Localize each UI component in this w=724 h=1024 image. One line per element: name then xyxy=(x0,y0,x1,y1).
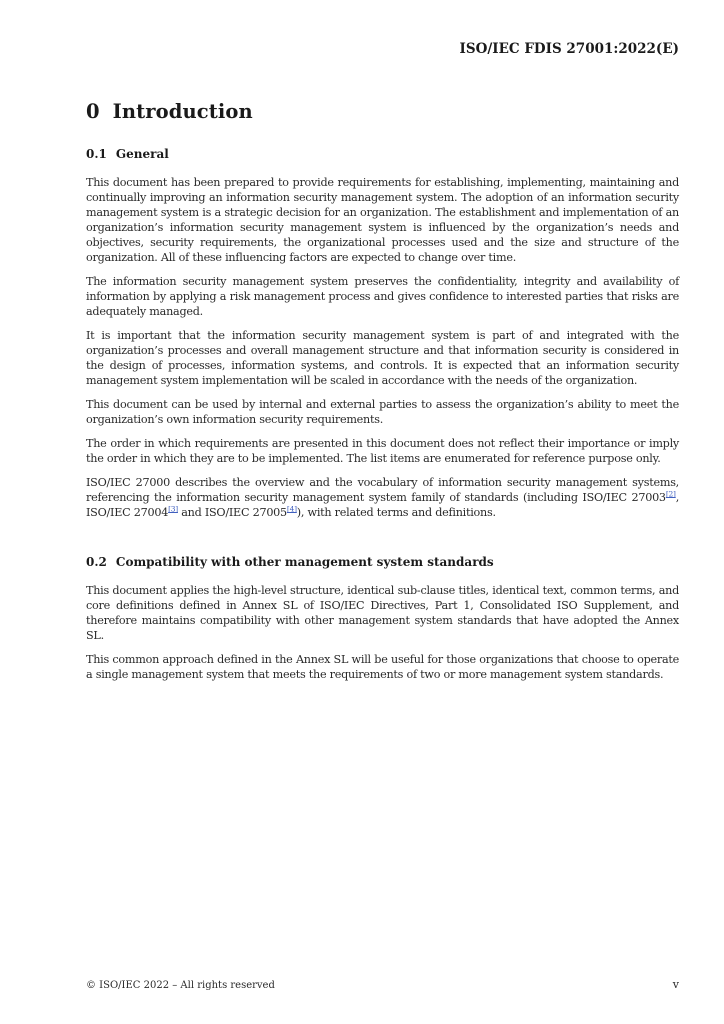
paragraph: This document can be used by internal and external parties to assess the organization’s ability to meet the organization’s own information security requirements. xyxy=(86,398,679,426)
section-spacer xyxy=(86,529,679,555)
bibliography-reference-link[interactable]: [4] xyxy=(286,504,297,514)
paragraph: The order in which requirements are presented in this document does not reflect their importance or imply the order in which they are to be implemented. The list items are enumerated for reference purpose only. xyxy=(86,437,679,465)
paragraph-text: ), with related terms and definitions. xyxy=(296,506,496,519)
footer-page-number: v xyxy=(672,978,679,991)
paragraph-text: and ISO/IEC 27005 xyxy=(177,506,287,519)
section-number: 0 xyxy=(86,100,100,123)
document-identifier: ISO/IEC FDIS 27001:2022(E) xyxy=(459,41,679,57)
paragraph: It is important that the information security management system is part of and integrated with the organization’s processes and overall management structure and that information security is considered in the design of processes, information systems, and controls. It is expected that an information security management system implementation will be scaled in accordance with the needs of the organization. xyxy=(86,329,679,387)
page-content xyxy=(86,100,679,691)
paragraph-text: , ISO/IEC 27004 xyxy=(86,491,679,519)
subsection-number: 0.1 xyxy=(86,147,107,161)
subsection-title-text: General xyxy=(115,147,169,161)
section-title-text: Introduction xyxy=(112,100,253,123)
paragraph: This document applies the high-level structure, identical sub-clause titles, identical text, common terms, and core definitions defined in Annex SL of ISO/IEC Directives, Part 1, Consolidated ISO Supplement, and therefore maintains compatibility with other management system standards that have adopted the Annex SL. xyxy=(86,584,679,642)
paragraph-text: ISO/IEC 27000 describes the overview and the vocabulary of information security management systems, referencing the information security management system family of standards (including ISO/IEC 27003 xyxy=(86,476,679,504)
paragraph-with-references xyxy=(86,475,679,520)
bibliography-reference-link[interactable]: [3] xyxy=(168,504,178,514)
paragraph: This document has been prepared to provide requirements for establishing, implementing, maintaining and continually improving an information security management system. The adoption of an information security management system is a strategic decision for an organization. The establishment and implementation of an organization’s information security management system is influenced by the organization’s needs and objectives, security requirements, the organizational processes used and the size and structure of the organization. All of these influencing factors are expected to change over time. xyxy=(86,176,679,264)
section-title xyxy=(86,100,679,123)
subsection-number: 0.2 xyxy=(86,555,107,569)
subsection-title-compatibility xyxy=(86,555,679,569)
bibliography-reference-link[interactable]: [2] xyxy=(665,489,676,499)
paragraph: This common approach defined in the Annex SL will be useful for those organizations that choose to operate a single management system that meets the requirements of two or more management system standards. xyxy=(86,653,679,681)
footer-copyright: © ISO/IEC 2022 – All rights reserved xyxy=(86,980,275,991)
paragraph: The information security management system preserves the confidentiality, integrity and availability of information by applying a risk management process and gives confidence to interested parties that risks are adequately managed. xyxy=(86,275,679,318)
subsection-title-text: Compatibility with other management system standards xyxy=(115,555,494,569)
subsection-title-general xyxy=(86,147,679,161)
